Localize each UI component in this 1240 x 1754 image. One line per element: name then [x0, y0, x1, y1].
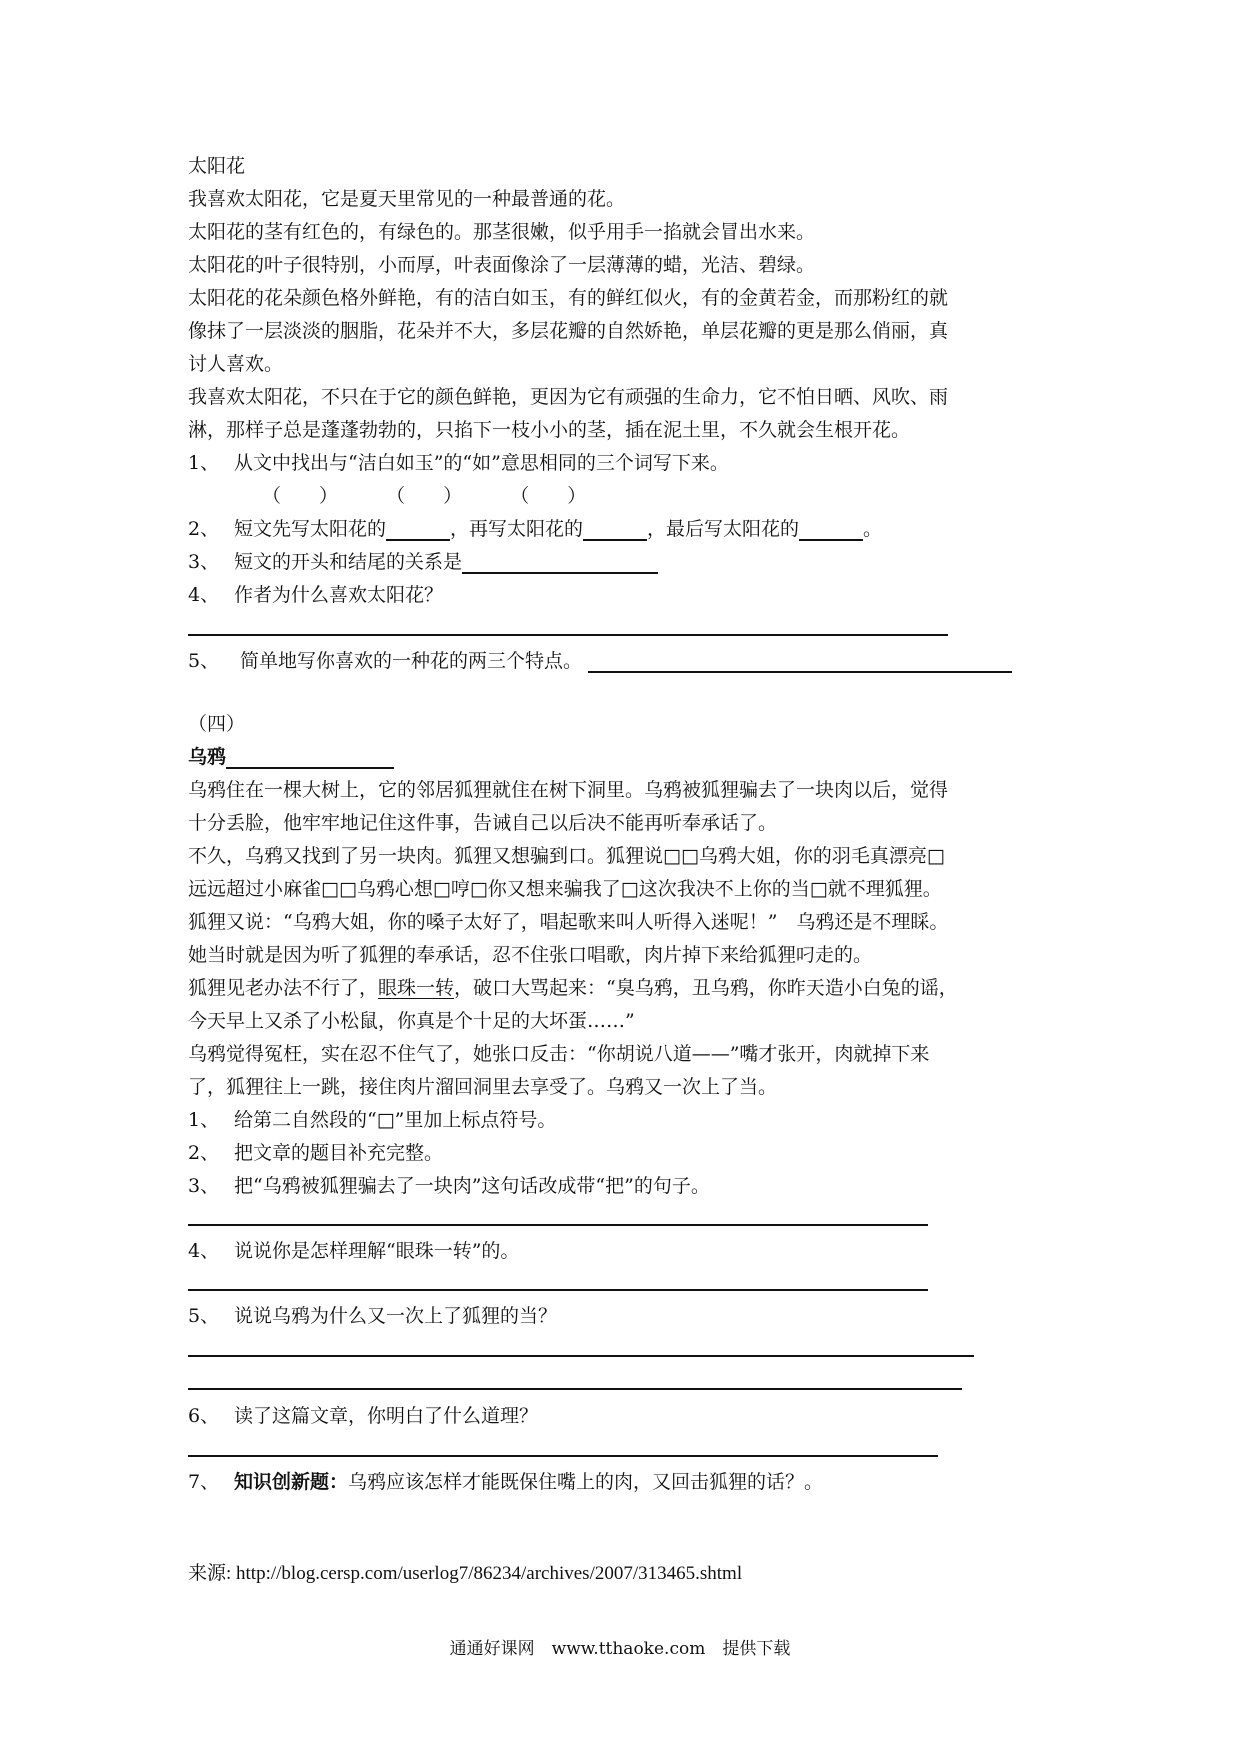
- question-number: 2、: [188, 518, 220, 540]
- text-segment: ，破口大骂起来：“臭乌鸦，丑乌鸦，你昨天造小白兔的谣，: [454, 977, 958, 999]
- answer-line[interactable]: [188, 1355, 974, 1357]
- question-number: 1、: [188, 1109, 220, 1131]
- passage2-line: 远远超过小麻雀□□乌鸦心想□哼□你又想来骗我了□这次我决不上你的当□就不理狐狸。: [188, 878, 942, 900]
- answer-blank[interactable]: [799, 517, 863, 541]
- question-text: 作者为什么喜欢太阳花？: [234, 584, 444, 606]
- passage2-line: 了，狐狸往上一跳，接住肉片溜回洞里去享受了。乌鸦又一次上了当。: [188, 1076, 778, 1098]
- answer-line[interactable]: [188, 1388, 962, 1390]
- section-label: （四）: [188, 713, 246, 735]
- question-number: 5、: [188, 650, 220, 672]
- passage1-paragraph-line: 我喜欢太阳花，它是夏天里常见的一种最普通的花。: [188, 188, 626, 210]
- p2-question-6: [188, 1400, 538, 1432]
- p2-question-4: [188, 1235, 519, 1267]
- passage2-line: 十分丢脸，他牢牢地记住这件事，告诫自己以后决不能再听奉承话了。: [188, 812, 778, 834]
- p1-question-3: [188, 546, 658, 578]
- p1-question-1: [188, 447, 729, 479]
- passage2-title-text: 乌鸦: [188, 746, 227, 768]
- question-number: 5、: [188, 1305, 220, 1327]
- answer-bracket[interactable]: （ ）: [510, 485, 587, 507]
- question-text: 读了这篇文章，你明白了什么道理？: [234, 1405, 539, 1427]
- passage1-paragraph-line: 讨人喜欢。: [188, 353, 284, 375]
- passage1-paragraph-line: 我喜欢太阳花，不只在于它的颜色鲜艳，更因为它有顽强的生命力，它不怕日晒、风吹、雨: [188, 386, 949, 408]
- question-text: 说说乌鸦为什么又一次上了狐狸的当？: [234, 1305, 558, 1327]
- p2-question-7: [188, 1466, 823, 1498]
- question-number: 1、: [188, 452, 220, 474]
- question-text: 把文章的题目补充完整。: [234, 1142, 444, 1164]
- question-text: 短文先写太阳花的: [234, 518, 387, 540]
- passage2-line: 乌鸦觉得冤枉，实在忍不住气了，她张口反击：“你胡说八道——”嘴才张开，肉就掉下来: [188, 1043, 930, 1065]
- answer-blank[interactable]: [462, 550, 658, 574]
- passage2-line: [188, 972, 958, 1004]
- passage1-paragraph-line: 像抹了一层淡淡的胭脂，花朵并不大，多层花瓣的自然娇艳，单层花瓣的更是那么俏丽，真: [188, 320, 949, 342]
- passage1-paragraph-line: 太阳花的茎有红色的，有绿色的。那茎很嫩，似乎用手一掐就会冒出水来。: [188, 221, 816, 243]
- p2-question-3: [188, 1170, 710, 1202]
- question-number: 4、: [188, 584, 220, 606]
- p1-question-5: [188, 645, 1012, 677]
- answer-blank[interactable]: [588, 649, 1012, 673]
- answer-bracket[interactable]: （ ）: [262, 485, 339, 507]
- p1-question-1-brackets: [262, 480, 586, 512]
- question-number: 4、: [188, 1240, 220, 1262]
- passage2-line: 今天早上又杀了小松鼠，你真是个十足的大坏蛋……”: [188, 1010, 635, 1032]
- question-text: 乌鸦应该怎样才能既保住嘴上的肉，又回击狐狸的话？。: [348, 1471, 824, 1493]
- question-number: 7、: [188, 1471, 220, 1493]
- question-text: 短文的开头和结尾的关系是: [234, 551, 463, 573]
- answer-line[interactable]: [188, 1455, 938, 1457]
- p2-question-2: [188, 1137, 443, 1169]
- question-number: 2、: [188, 1142, 220, 1164]
- question-text: 给第二自然段的“□”里加上标点符号。: [234, 1109, 557, 1131]
- question-text: ，最后写太阳花的: [647, 518, 800, 540]
- p1-question-2: [188, 513, 882, 545]
- p2-question-5: [188, 1300, 557, 1332]
- passage1-paragraph-line: 太阳花的叶子很特别，小而厚，叶表面像涂了一层薄薄的蜡，光洁、碧绿。: [188, 254, 816, 276]
- underlined-phrase: 眼珠一转: [378, 977, 455, 999]
- question-number: 6、: [188, 1405, 220, 1427]
- question-text: 说说你是怎样理解“眼珠一转”的。: [234, 1240, 520, 1262]
- passage1-paragraph-line: 太阳花的花朵颜色格外鲜艳，有的洁白如玉，有的鲜红似火，有的金黄若金，而那粉红的就: [188, 287, 949, 309]
- question-text: ，再写太阳花的: [450, 518, 584, 540]
- source-line: 来源: http://blog.cersp.com/userlog7/86234/archives/2007/313465.shtml: [188, 1563, 743, 1584]
- passage1-title: 太阳花: [188, 155, 246, 177]
- answer-line[interactable]: [188, 1289, 928, 1291]
- passage2-title: [188, 741, 394, 773]
- answer-line[interactable]: [188, 634, 948, 636]
- question-text: 把“乌鸦被狐狸骗去了一块肉”这句话改成带“把”的句子。: [234, 1175, 710, 1197]
- passage2-line: 她当时就是因为听了狐狸的奉承话，忍不住张口唱歌，肉片掉下来给狐狸叼走的。: [188, 944, 873, 966]
- answer-line[interactable]: [188, 1224, 928, 1226]
- p1-question-4: [188, 579, 443, 611]
- question-text: 从文中找出与“洁白如玉”的“如”意思相同的三个词写下来。: [234, 452, 729, 474]
- question-label: 知识创新题：: [234, 1471, 349, 1493]
- page-footer: 通通好课网 www.tthaoke.com 提供下载: [449, 1639, 791, 1659]
- answer-blank[interactable]: [583, 517, 647, 541]
- answer-bracket[interactable]: （ ）: [386, 485, 463, 507]
- p2-question-1: [188, 1104, 556, 1136]
- question-text: 简单地写你喜欢的一种花的两三个特点。: [240, 650, 583, 672]
- title-blank[interactable]: [226, 745, 394, 769]
- question-text: 。: [863, 518, 883, 540]
- text-segment: 狐狸见老办法不行了，: [188, 977, 379, 999]
- question-number: 3、: [188, 551, 220, 573]
- passage2-line: 不久，乌鸦又找到了另一块肉。狐狸又想骗到口。狐狸说□□乌鸦大姐，你的羽毛真漂亮□: [188, 845, 945, 867]
- passage2-line: 乌鸦住在一棵大树上，它的邻居狐狸就住在树下洞里。乌鸦被狐狸骗去了一块肉以后，觉得: [188, 779, 949, 801]
- passage1-paragraph-line: 淋，那样子总是蓬蓬勃勃的，只掐下一枝小小的茎，插在泥土里，不久就会生根开花。: [188, 419, 911, 441]
- passage2-line: 狐狸又说：“乌鸦大姐，你的嗓子太好了，唱起歌来叫人听得入迷呢！” 乌鸦还是不理睬。: [188, 911, 949, 933]
- question-number: 3、: [188, 1175, 220, 1197]
- answer-blank[interactable]: [386, 517, 450, 541]
